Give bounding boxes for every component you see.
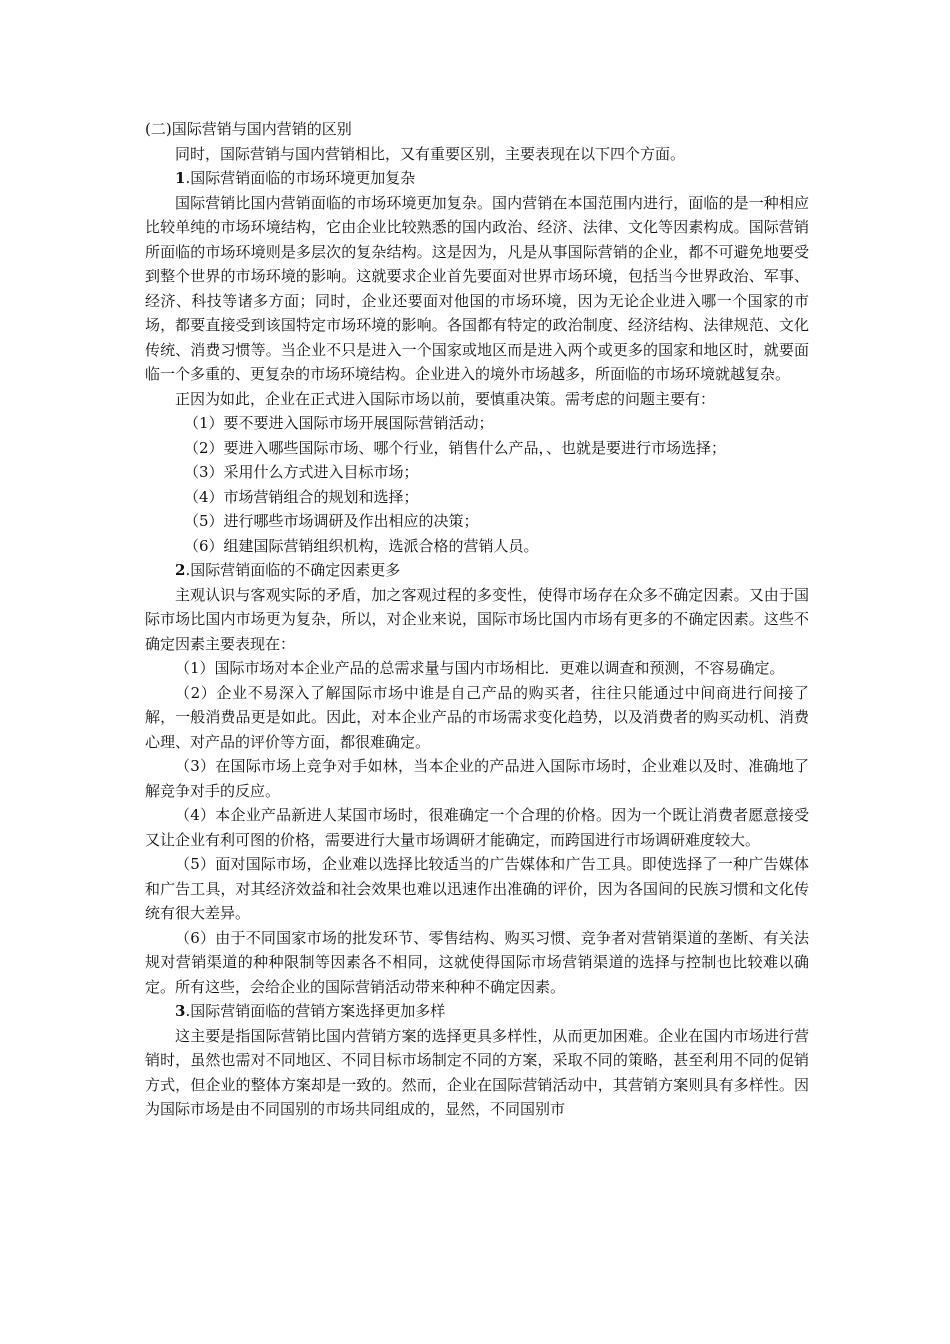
point-2-item: （1）国际市场对本企业产品的总需求量与国内市场相比．更难以调查和预测，不容易确定。 <box>175 659 785 677</box>
section-title: (二)国际营销与国内营销的区别 <box>145 120 352 138</box>
point-2-item: （5）面对国际市场，企业难以选择比较适当的广告媒体和广告工具。即使选择了一种广告媒体和广告工具，对其经济效益和社会效果也难以迅速作出准确的评价，因为各国间的民族习惯和文化传统有很大差异。 <box>145 855 809 922</box>
point-1-heading <box>145 166 809 191</box>
point-1-paragraph: 国际营销比国内营销面临的市场环境更加复杂。国内营销在本国范围内进行，面临的是一种相应比较单纯的市场环境结构，它由企业比较熟悉的国内政治、经济、法律、文化等因素构成。国际营销所面临的市场环境则是多层次的复杂结构。这是因为，凡是从事国际营销的企业，都不可避免地要受到整个世界的市场环境的影响。这就要求企业首先要面对世界市场环境，包括当今世界政治、军事、经济、科技等诸多方面；同时，企业还要面对他国的市场环境，因为无论企业进入哪一个国家的市场，都要直接受到该国特定市场环境的影响。各国都有特定的政治制度、经济结构、法律规范、文化传统、消费习惯等。当企业不只是进入一个国家或地区而是进入两个或更多的国家和地区时，就要面临一个多重的、更复杂的市场环境结构。企业进入的境外市场越多，所面临的市场环境就越复杂。 <box>145 193 809 383</box>
point-2-item: （6）由于不同国家市场的批发环节、零售结构、购买习惯、竞争者对营销渠道的垄断、有关法规对营销渠道的种种限制等因素各不相同，这就使得国际市场营销渠道的选择与控制也比较难以确定。所有这些，会给企业的国际营销活动带来种种不确定因素。 <box>145 928 809 996</box>
point-2-item: （2）企业不易深入了解国际市场中谁是自己产品的购买者，往往只能通过中间商进行间接了解，一般消费品更是如此。因此，对本企业产品的市场需求变化趋势，以及消费者的购买动机、消费心理、对产品的评价等方面，都很难确定。 <box>145 683 809 751</box>
point-1-item: （1）要不要进入国际市场开展国际营销活动； <box>184 414 494 432</box>
point-1-item: （5）进行哪些市场调研及作出相应的决策； <box>184 512 479 530</box>
point-3-heading-text: .国际营销面临的营销方案选择更加多样 <box>185 1002 446 1020</box>
document-page <box>145 117 809 1122</box>
point-1-item: （6）组建国际营销组织机构，选派合格的营销人员。 <box>184 536 539 555</box>
point-1-number: 1 <box>175 169 186 187</box>
intro-paragraph: 同时，国际营销与国内营销相比，又有重要区别，主要表现在以下四个方面。 <box>175 144 686 163</box>
point-3-number: 3 <box>175 1002 186 1020</box>
point-2-paragraph: 主观认识与客观实际的矛盾，加之客观过程的多变性，使得市场存在众多不确定因素。又由于国际市场比国内市场更为复杂，所以，对企业来说，国际市场比国内市场有更多的不确定因素。这些不确定因素主要表现在： <box>145 585 809 653</box>
point-1-heading-text: .国际营销面临的市场环境更加复杂 <box>185 169 416 187</box>
point-3-paragraph: 这主要是指国际营销比国内营销方案的选择更具多样性，从而更加困难。企业在国内市场进行营销时，虽然也需对不同地区、不同目标市场制定不同的方案，采取不同的策略，甚至利用不同的促销方式，但企业的整体方案却是一致的。然而，企业在国际营销活动中，其营销方案则具有多样性。因为国际市场是由不同国别的市场共同组成的，显然，不同国别市 <box>145 1026 809 1118</box>
point-1-item: （3）采用什么方式进入目标市场； <box>184 463 419 481</box>
point-2-item: （3）在国际市场上竞争对手如林，当本企业的产品进入国际市场时，企业难以及时、准确地了解竞争对手的反应。 <box>145 757 809 800</box>
point-2-item: （4）本企业产品新进人某国市场时，很难确定一个合理的价格。因为一个既让消费者愿意接受又让企业有利可图的价格，需要进行大量市场调研才能确定，而跨国进行市场调研难度较大。 <box>145 806 809 849</box>
point-1-item: （2）要进入哪些国际市场、哪个行业，销售什么产品，、也就是要进行市场选择； <box>184 438 727 457</box>
point-2-number: 2 <box>175 561 186 579</box>
point-2-heading-text: .国际营销面临的不确定因素更多 <box>185 561 401 579</box>
point-1-paragraph-2: 正因为如此，企业在正式进入国际市场以前，要慎重决策。需考虑的问题主要有： <box>175 389 716 408</box>
point-3-heading <box>145 999 809 1024</box>
point-1-item: （4）市场营销组合的规划和选择； <box>184 487 419 506</box>
point-2-heading <box>145 558 809 583</box>
